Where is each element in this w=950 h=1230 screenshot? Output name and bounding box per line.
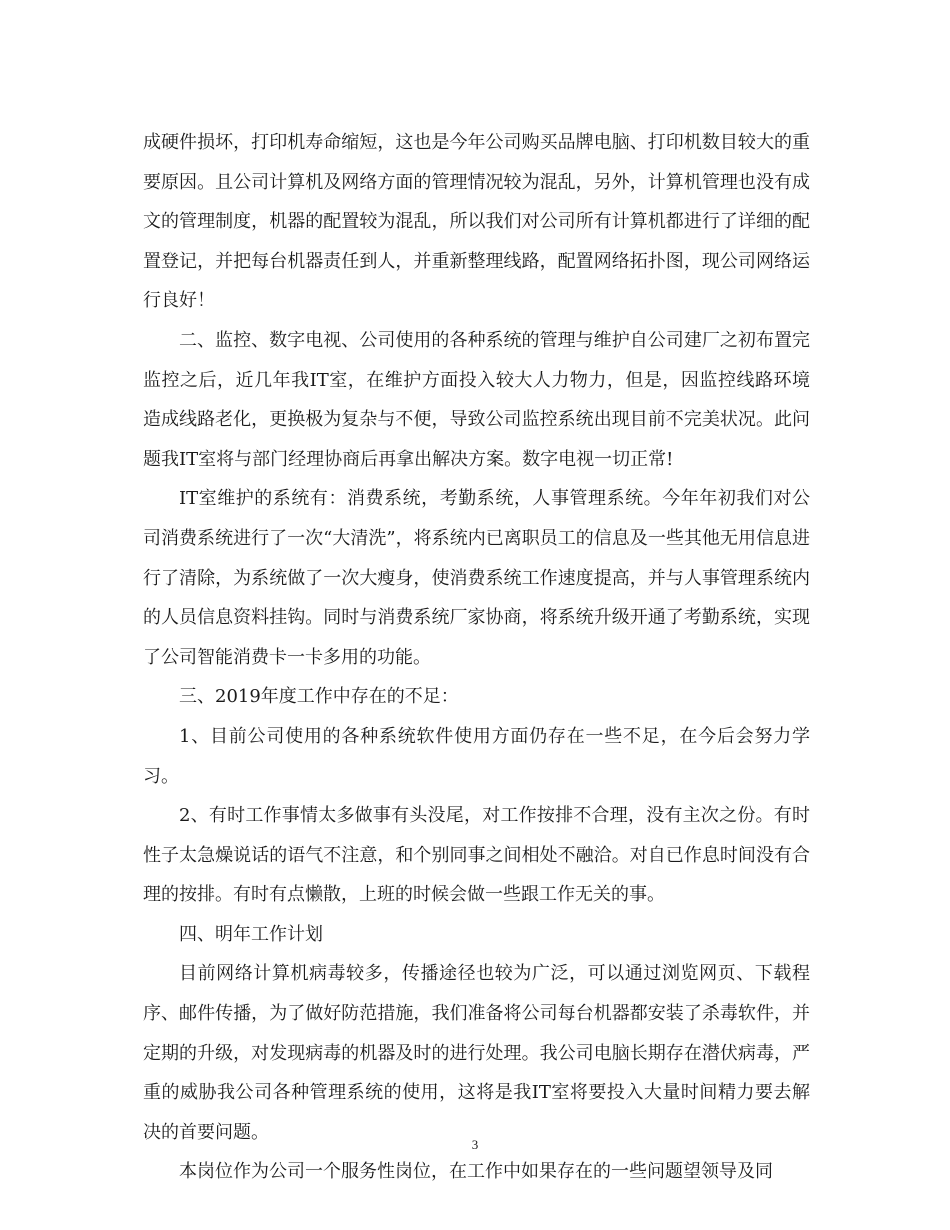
paragraph-continued-hardware: 成硬件损坏，打印机寿命缩短，这也是今年公司购买品牌电脑、打印机数目较大的重要原因。且公司计算机及网络方面的管理情况较为混乱，另外，计算机管理也没有成文的管理制度，机器的配置较为混乱，所以我们对公司所有计算机都进行了详细的配置登记，并把每台机器责任到人，并重新整理线路，配置网络拓扑图，现公司网络运行良好！ — [143, 132, 810, 312]
section-heading-work-plan: 四、明年工作计划 — [179, 923, 323, 945]
page-number: 3 — [471, 1137, 479, 1152]
paragraph-monitoring-section: 二、监控、数字电视、公司使用的各种系统的管理与维护自公司建厂之初布置完监控之后，近几年我IT室，在维护方面投入较大人力物力，但是，因监控线路环境造成线路老化，更换极为复杂与不便，导致公司监控系统出现目前不完美状况。此问题我IT室将与部门经理协商后再拿出解决方案。数字电视一切正常! — [143, 329, 810, 470]
list-item-shortcoming-2: 2、有时工作事情太多做事有头没尾，对工作按排不合理，没有主次之份。有时性子太急燥说话的语气不注意，和个别同事之间相处不融洽。对自已作息时间没有合理的按排。有时有点懒散，上班的时候会做一些跟工作无关的事。 — [143, 805, 810, 906]
paragraph-virus-plan: 目前网络计算机病毒较多，传播途径也较为广泛，可以通过浏览网页、下载程序、邮件传播，为了做好防范措施，我们准备将公司每台机器都安装了杀毒软件，并定期的升级，对发现病毒的机器及时的进行处理。我公司电脑长期存在潜伏病毒，严重的威胁我公司各种管理系统的使用，这将是我IT室将要投入大量时间精力要去解决的首要问题。 — [143, 963, 810, 1143]
paragraph-service-role: 本岗位作为公司一个服务性岗位，在工作中如果存在的一些问题望领导及同 — [179, 1161, 773, 1183]
list-item-shortcoming-1: 1、目前公司使用的各种系统软件使用方面仍存在一些不足，在今后会努力学习。 — [143, 725, 810, 787]
document-body — [143, 123, 810, 1192]
paragraph-it-systems: IT室维护的系统有：消费系统，考勤系统，人事管理系统。今年年初我们对公司消费系统进行了一次“大清洗”，将系统内已离职员工的信息及一些其他无用信息进行了清除，为系统做了一次大瘦身，使消费系统工作速度提高，并与人事管理系统内的人员信息资料挂钩。同时与消费系统厂家协商，将系统升级开通了考勤系统，实现了公司智能消费卡一卡多用的功能。 — [143, 488, 810, 668]
section-heading-shortcomings: 三、2019年度工作中存在的不足： — [179, 686, 459, 708]
